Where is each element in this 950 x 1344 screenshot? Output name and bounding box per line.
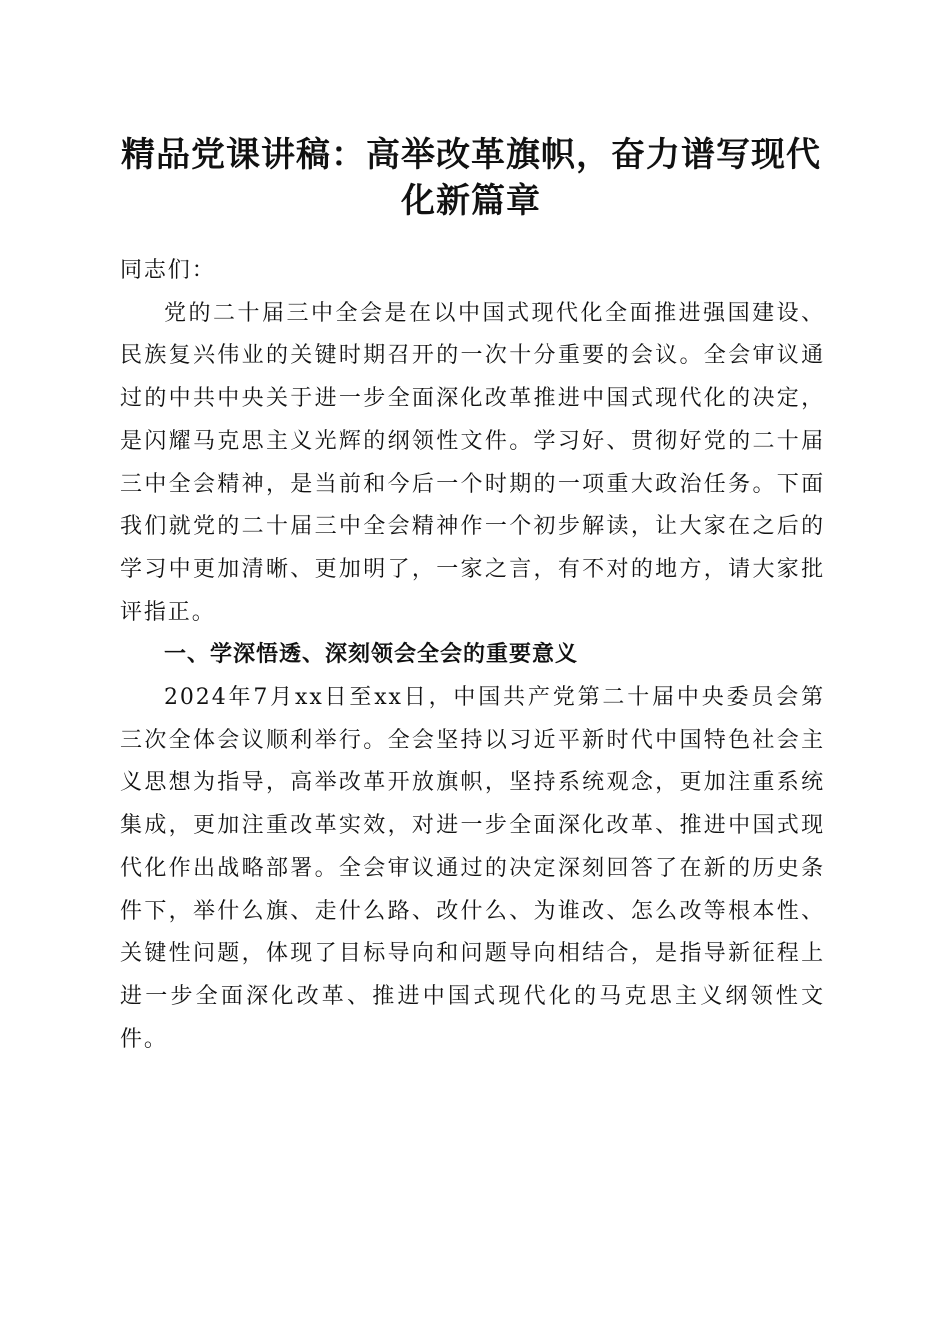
intro-paragraph: 党的二十届三中全会是在以中国式现代化全面推进强国建设、民族复兴伟业的关键时期召开的一次十分重要的会议。全会审议通过的中共中央关于进一步全面深化改革推进中国式现代化的决定，是闪耀马克思主义光辉的纲领性文件。学习好、贯彻好党的二十届三中全会精神，是当前和今后一个时期的一项重大政治任务。下面我们就党的二十届三中全会精神作一个初步解读，让大家在之后的学习中更加清晰、更加明了，一家之言，有不对的地方，请大家批评指正。 (120, 300, 825, 625)
section-heading: 一、学深悟透、深刻领会全会的重要意义 (164, 642, 579, 668)
section-paragraph: 2024年7月xx日至xx日，中国共产党第二十届中央委员会第三次全体会议顺利举行。全会坚持以习近平新时代中国特色社会主义思想为指导，高举改革开放旗帜，坚持系统观念，更加注重系统集成，更加注重改革实效，对进一步全面深化改革、推进中国式现代化作出战略部署。全会审议通过的决定深刻回答了在新的历史条件下，举什么旗、走什么路、改什么、为谁改、怎么改等根本性、关键性问题，体现了目标导向和问题导向相结合，是指导新征程上进一步全面深化改革、推进中国式现代化的马克思主义纲领性文件。 (120, 685, 825, 1052)
document-body (120, 250, 825, 1061)
salutation: 同志们： (120, 258, 216, 283)
document-title: 精品党课讲稿：高举改革旗帜，奋力谱写现代化新篇章 (121, 135, 821, 221)
